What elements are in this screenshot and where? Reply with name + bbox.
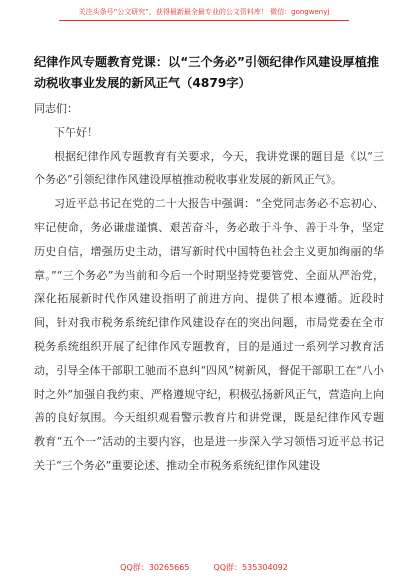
document-body xyxy=(34,97,384,478)
paragraph: 习近平总书记在党的二十大报告中强调：“全党同志务必不忘初心、牢记使命，务必谦虚谨慎、艰苦奋斗，务必敢于斗争、善于斗争，坚定历史自信，增强历史主动，谱写新时代中国特色社会主义更加绚丽的华章。”“三个务必”为当前和今后一个时期坚持党要管党、全面从严治党，深化拓展新时代作风建设指明了前进方向、提供了根本遵循。近段时间，针对我市税务系统纪律作风建设存在的突出问题，市局党委在全市税务系统组织开展了纪律作风专题教育，目的是通过一系列学习教育活动，引导全体干部职工驰而不息纠“四风”树新风，督促干部职工在“八小时之外”加强自我约束、严格遵规守纪，积极弘扬新风正气，营造向上向善的良好氛围。今天组织观看警示教育片和讲党课，既是纪律作风专题教育“五个一”活动的主要内容，也是进一步深入学习领悟习近平总书记关于“三个务必”重要论述、推动全市税务系统纪律作风建设 xyxy=(34,197,384,472)
salutation: 同志们： xyxy=(34,102,78,115)
footer xyxy=(0,562,408,573)
footer-qq-group-2: QQ群：535304092 xyxy=(213,563,288,572)
header-banner: 关注头条号“公文研究”，获得最新最全最专业的公文资料库！ 微信：gongwenyj xyxy=(59,0,349,21)
document-title: 纪律作风专题教育党课：以“三个务必”引领纪律作风建设厚植推动税收事业发展的新风正气（4879字） xyxy=(34,55,380,90)
greeting: 下午好！ xyxy=(54,125,98,139)
footer-qq-group-1: QQ群：30265665 xyxy=(120,563,190,572)
paragraph: 根据纪律作风专题教育有关要求，今天，我讲党课的题目是《以“三个务必”引领纪律作风建设厚植推动税收事业发展的新风正气》。 xyxy=(34,149,384,187)
